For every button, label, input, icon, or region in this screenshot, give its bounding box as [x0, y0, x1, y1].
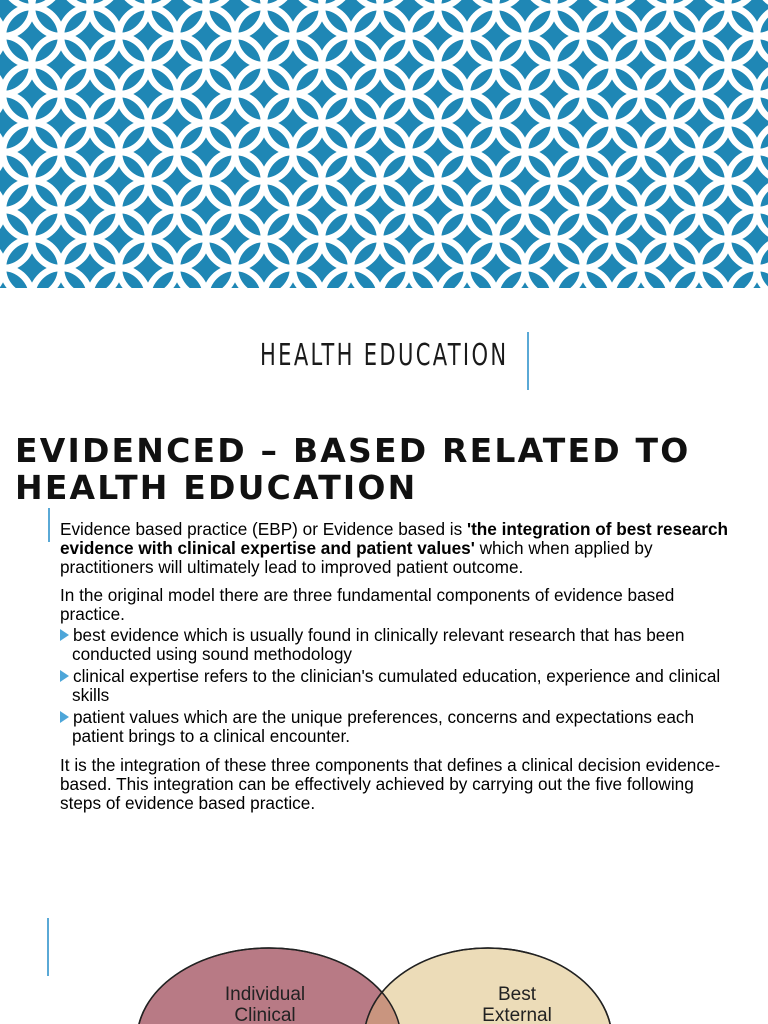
venn-left-label-line2: Clinical — [234, 1005, 296, 1024]
ebp-venn-diagram — [0, 940, 768, 1024]
venn-right-label-line2: External — [482, 1005, 552, 1024]
list-item-text: patient values which are the unique preferences, concerns and expectations each patient brings to a clinical encounter. — [72, 707, 695, 746]
components-list — [60, 626, 735, 746]
intro-paragraph — [60, 520, 735, 577]
intro-text-before: Evidence based practice (EBP) or Evidence based is — [60, 519, 467, 539]
arrow-right-icon — [60, 670, 69, 682]
section-heading: EVIDENCED – BASED RELATED TO HEALTH EDUCATION — [15, 431, 691, 507]
integration-paragraph: It is the integration of these three components that defines a clinical decision evidence-based. This integration can be effectively achieved by carrying out the five following steps of evidence based practice. — [60, 755, 721, 813]
title-accent-line — [527, 332, 529, 390]
decorative-pattern-banner — [0, 0, 768, 288]
slide-title: HEALTH EDUCATION — [260, 338, 509, 373]
content-accent-line — [48, 508, 50, 542]
list-item-text: best evidence which is usually found in clinically relevant research that has been conducted using sound methodology — [72, 625, 685, 664]
arrow-right-icon — [60, 629, 69, 641]
list-item-text: clinical expertise refers to the clinician's cumulated education, experience and clinical skills — [72, 666, 721, 705]
arrow-right-icon — [60, 711, 69, 723]
intro-text-after: which when applied by practitioners will ultimately lead to improved patient outcome. — [60, 538, 653, 577]
body-text — [60, 520, 735, 822]
model-paragraph: In the original model there are three fundamental components of evidence based practice. — [60, 585, 675, 624]
venn-left-label-line1: Individual — [224, 984, 306, 1005]
ebp-definition-bold: 'the integration of best research evidence with clinical expertise and patient values' — [60, 519, 729, 558]
list-item — [60, 708, 735, 746]
venn-right-label-line1: Best — [497, 984, 537, 1005]
list-item — [60, 626, 735, 664]
list-item — [60, 667, 735, 705]
